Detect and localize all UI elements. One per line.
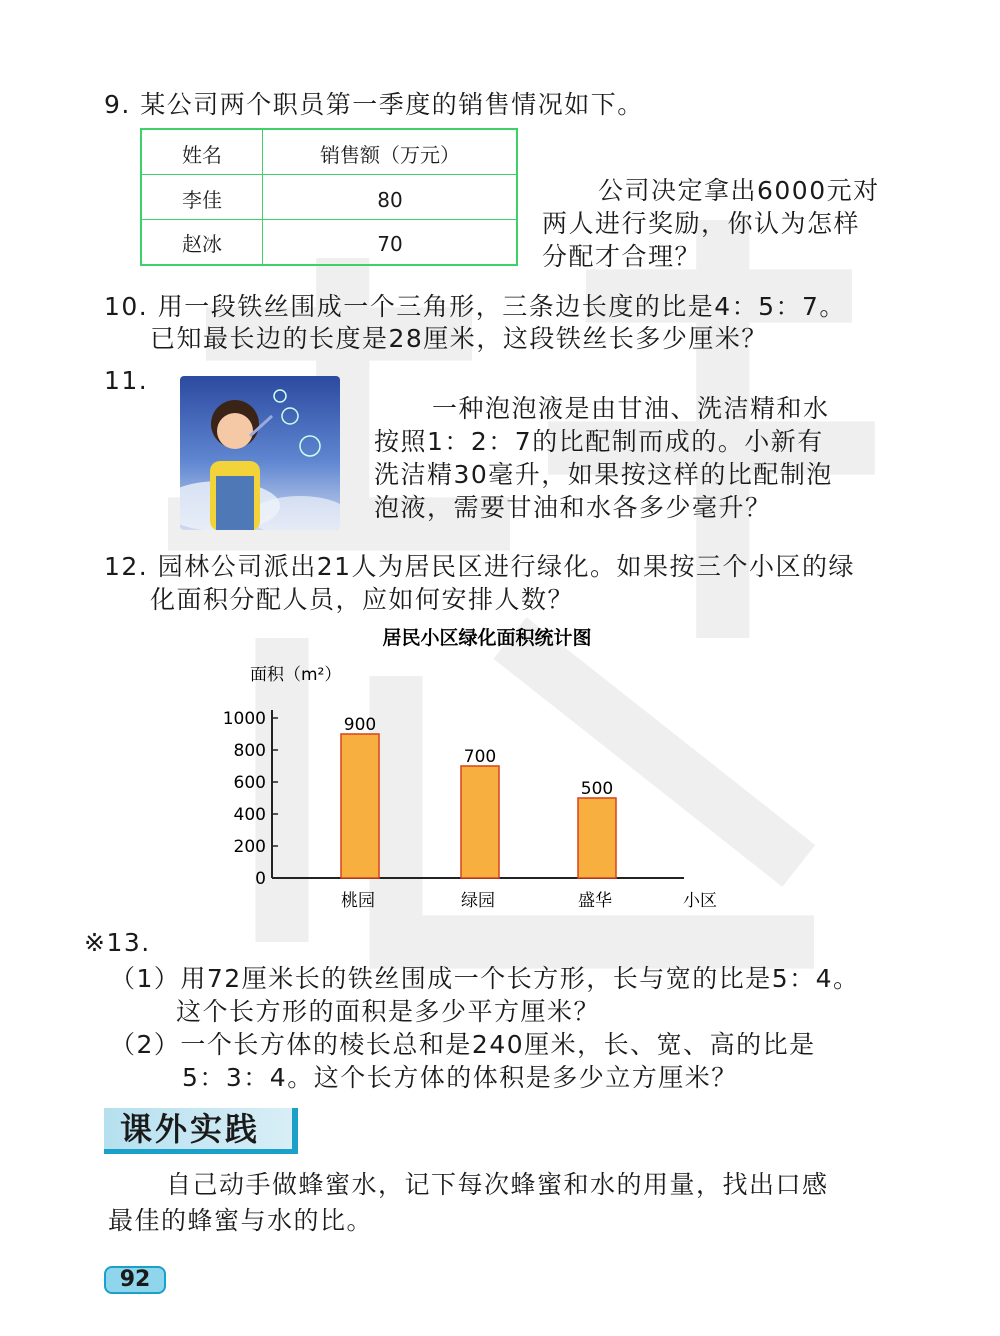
q11-line: 洗洁精30毫升，如果按这样的比配制泡 — [374, 460, 833, 489]
chart-y-tick-label: 600 — [233, 773, 266, 793]
q11-line: 按照1：2：7的比配制而成的。小新有 — [374, 427, 824, 456]
chart-data-label: 900 — [343, 715, 377, 735]
chart-y-axis-label: 面积（m²） — [250, 665, 342, 685]
table-cell-name: 李佳 — [182, 188, 222, 212]
table-header-sales: 销售额（万元） — [320, 143, 460, 167]
table-row — [142, 222, 516, 267]
q13-line: （1）用72厘米长的铁丝围成一个长方形，长与宽的比是5：4。 — [110, 964, 860, 993]
chart-bar — [461, 766, 499, 878]
chart-data-label: 500 — [580, 779, 614, 799]
chart-y-tick-label: 800 — [233, 741, 266, 761]
practice-line: 自己动手做蜂蜜水，记下每次蜂蜜和水的用量，找出口感 — [166, 1170, 829, 1199]
girl-blowing-bubbles-photo — [180, 376, 340, 530]
chart-y-tick-label: 200 — [233, 837, 266, 857]
q9-side-line: 两人进行奖励，你认为怎样 — [542, 209, 861, 238]
q9-side-line: 分配才合理？ — [542, 242, 702, 271]
chart-y-tick-label: 400 — [233, 805, 266, 825]
chart-x-tick-label: 桃园 — [341, 891, 375, 911]
chart-x-tick-label: 盛华 — [578, 891, 612, 911]
q11-number: 11. — [104, 366, 149, 395]
practice-line: 最佳的蜂蜜与水的比。 — [108, 1206, 374, 1235]
q12-line: 化面积分配人员，应如何安排人数？ — [150, 585, 575, 614]
chart-title: 居民小区绿化面积统计图 — [382, 627, 592, 649]
table-header-row — [142, 133, 516, 178]
chart-x-tick-label: 绿园 — [461, 891, 495, 911]
q11-line: 一种泡泡液是由甘油、洗洁精和水 — [432, 394, 830, 423]
table-row — [142, 178, 516, 223]
q9-text: 9. 某公司两个职员第一季度的销售情况如下。 — [104, 90, 644, 119]
chart-x-axis-label: 小区 — [683, 891, 717, 911]
chart-data-label: 700 — [463, 747, 497, 767]
table-header-name: 姓名 — [182, 143, 222, 167]
q10-line: 10. 用一段铁丝围成一个三角形，三条边长度的比是4：5：7。 — [104, 292, 846, 321]
table-cell-sales: 70 — [377, 232, 403, 256]
q11-line: 泡液，需要甘油和水各多少毫升？ — [374, 493, 772, 522]
chart-bar — [578, 798, 616, 878]
table-cell-sales: 80 — [377, 188, 403, 212]
sales-table — [140, 128, 518, 266]
page-number: 92 — [104, 1266, 166, 1294]
q13-line: 5：3：4。这个长方体的体积是多少立方厘米？ — [182, 1063, 738, 1092]
green-area-bar-chart — [200, 620, 740, 920]
q13-line: 这个长方形的面积是多少平方厘米？ — [176, 997, 601, 1026]
q13-number: ※13. — [84, 928, 151, 957]
practice-section-title: 课外实践 — [104, 1108, 298, 1154]
q12-line: 12. 园林公司派出21人为居民区进行绿化。如果按三个小区的绿 — [104, 552, 856, 581]
q13-line: （2）一个长方体的棱长总和是240厘米，长、宽、高的比是 — [110, 1030, 816, 1059]
chart-y-tick-label: 1000 — [222, 709, 266, 729]
q10-line: 已知最长边的长度是28厘米，这段铁丝长多少厘米？ — [150, 324, 768, 353]
q9-side-line: 公司决定拿出6000元对 — [598, 176, 880, 205]
chart-y-tick-label: 0 — [255, 869, 266, 889]
table-cell-name: 赵冰 — [182, 232, 222, 256]
chart-bar — [341, 734, 379, 878]
